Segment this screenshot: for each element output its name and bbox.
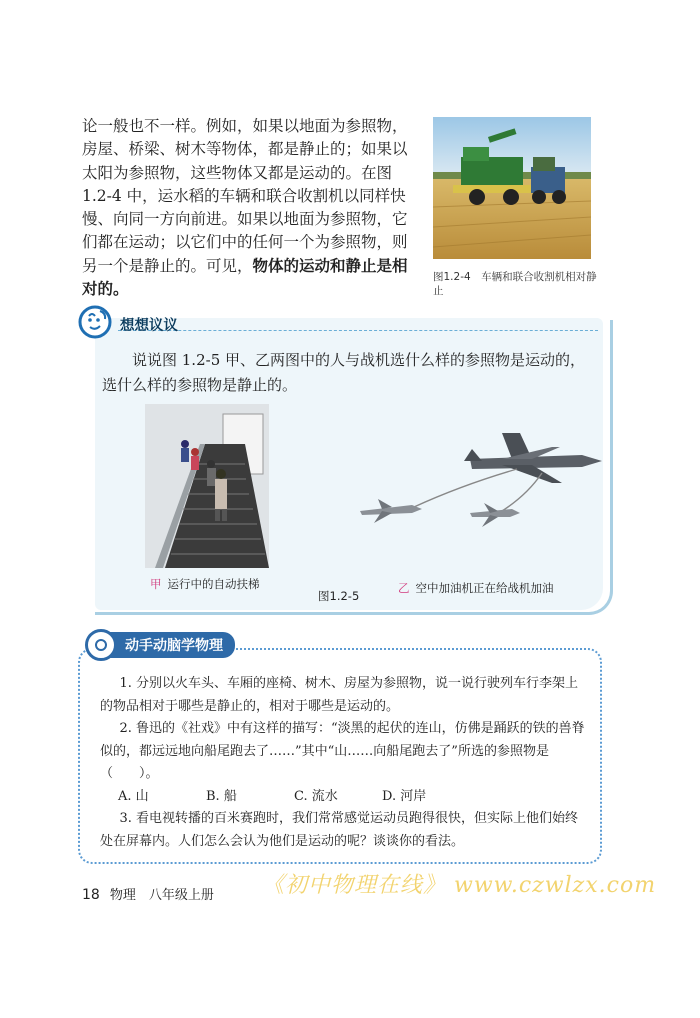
subcaption-b-text: 空中加油机正在给战机加油 bbox=[415, 581, 554, 595]
option-d: D. 河岸 bbox=[382, 788, 427, 804]
practice-items bbox=[100, 673, 585, 853]
figure-label-1-2-5: 图1.2-5 bbox=[318, 589, 360, 603]
option-c: C. 流水 bbox=[294, 788, 338, 804]
thinking-face-icon bbox=[78, 305, 112, 343]
body-paragraph bbox=[82, 115, 417, 301]
think-title: 想想议议 bbox=[120, 317, 178, 334]
page-footer bbox=[82, 884, 214, 903]
practice-q3: 3. 看电视转播的百米赛跑时，我们常常感觉运动员跑得很快，但实际上他们始终处在屏幕内。人们怎么会认为他们是运动的呢？谈谈你的看法。 bbox=[100, 811, 579, 849]
option-a: A. 山 bbox=[118, 788, 149, 804]
option-b: B. 船 bbox=[206, 788, 237, 804]
subcaption-b bbox=[398, 580, 554, 596]
book-title: 物理 八年级上册 bbox=[109, 888, 214, 903]
harvester-photo bbox=[433, 117, 591, 259]
practice-q1: 1. 分别以火车头、车厢的座椅、树木、房屋为参照物，说一说行驶列车行李架上的物品相对于哪些是静止的，相对于哪些是运动的。 bbox=[100, 676, 579, 714]
subcaption-a-text: 运行中的自动扶梯 bbox=[167, 577, 260, 591]
aerial-refueling-illustration bbox=[352, 425, 608, 535]
subcaption-a-tag: 甲 bbox=[150, 577, 162, 591]
practice-title: 动手动脑学物理 bbox=[91, 632, 235, 658]
practice-header bbox=[85, 633, 235, 657]
page-number: 18 bbox=[82, 887, 100, 903]
watermark: 《初中物理在线》 www.czwlzx.com bbox=[262, 873, 657, 898]
figure-caption-1-2-4: 图1.2-4 车辆和联合收割机相对静止 bbox=[433, 271, 597, 297]
think-question: 说说图 1.2-5 甲、乙两图中的人与战机选什么样的参照物是运动的，选什么样的参照物是静止的。 bbox=[102, 351, 586, 394]
paragraph-text: 论一般也不一样。例如，如果以地面为参照物，房屋、桥梁、树木等物体，都是静止的；如果以太阳为参照物，这些物体又都是运动的。在图 1.2-4 中，运水稻的车辆和联合收割机以同样快慢、向同一方向前进。如果以地面为参照物，它们都在运动；以它们中的任何一个为参照物，则另一个是静止的。可见， bbox=[82, 117, 408, 275]
paragraph-bold-conclusion: 物体的运动和静止是相对的。 bbox=[82, 256, 408, 299]
practice-q2-options bbox=[100, 786, 585, 809]
subcaption-a bbox=[150, 576, 260, 592]
subcaption-b-tag: 乙 bbox=[398, 581, 410, 595]
target-circle-icon bbox=[85, 629, 117, 661]
escalator-photo bbox=[145, 404, 269, 568]
practice-q2: 2. 鲁迅的《社戏》中有这样的描写：“淡黑的起伏的连山，仿佛是踊跃的铁的兽脊似的，都远远地向船尾跑去了……”其中“山……向船尾跑去了”所选的参照物是（ ）。 bbox=[100, 721, 585, 781]
think-header bbox=[78, 305, 178, 343]
think-divider bbox=[118, 330, 598, 331]
